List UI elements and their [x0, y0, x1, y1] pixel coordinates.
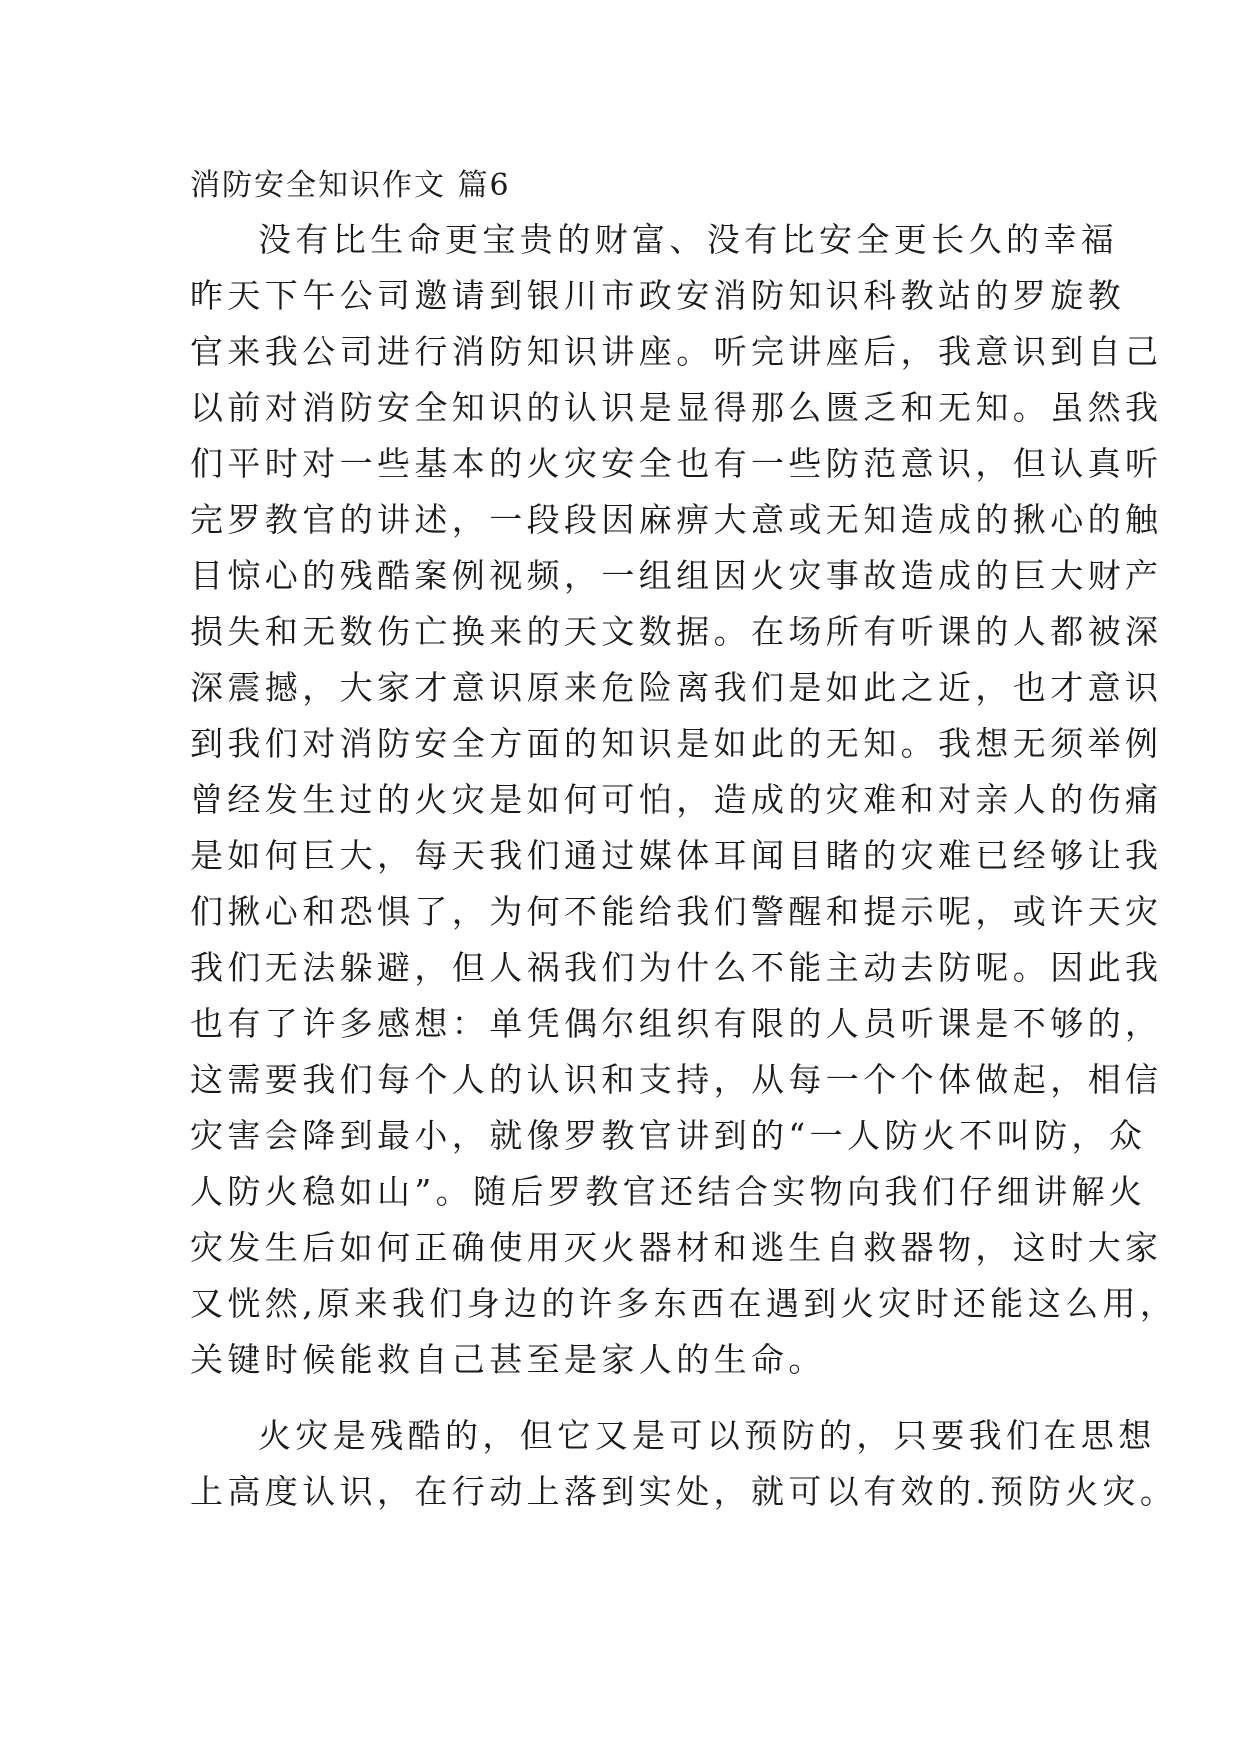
paragraph-1-line-9: 深震撼，大家才意识原来危险离我们是如此之近，也才意识 — [190, 668, 1163, 707]
paragraph-1-line-4: 以前对消防安全知识的认识是显得那么匮乏和无知。虽然我 — [190, 388, 1163, 427]
document-title: 消防安全知识作文 篇6 — [190, 168, 511, 203]
paragraph-1-line-14: 我们无法躲避，但人祸我们为什么不能主动去防呢。因此我 — [190, 948, 1163, 987]
paragraph-1-line-6: 完罗教官的讲述，一段段因麻痹大意或无知造成的揪心的触 — [190, 500, 1163, 539]
paragraph-1-line-17: 灾害会降到最小，就像罗教官讲到的“一人防火不叫防，众 — [190, 1116, 1147, 1155]
paragraph-1-line-11: 曾经发生过的火灾是如何可怕，造成的灾难和对亲人的伤痛 — [190, 780, 1163, 819]
paragraph-1-line-20: 又恍然,原来我们身边的许多东西在遇到火灾时还能这么用， — [190, 1284, 1178, 1323]
paragraph-1-line-1: 没有比生命更宝贵的财富、没有比安全更长久的幸福 — [258, 220, 1119, 259]
paragraph-1-line-8: 损失和无数伤亡换来的天文数据。在场所有听课的人都被深 — [190, 612, 1163, 651]
paragraph-1-line-12: 是如何巨大，每天我们通过媒体耳闻目睹的灾难已经够让我 — [190, 836, 1163, 875]
paragraph-1-line-3: 官来我公司进行消防知识讲座。听完讲座后，我意识到自己 — [190, 332, 1163, 371]
paragraph-1-line-7: 目惊心的残酷案例视频，一组组因火灾事故造成的巨大财产 — [190, 556, 1163, 595]
paragraph-1-line-21: 关键时候能救自己甚至是家人的生命。 — [190, 1340, 826, 1379]
paragraph-1-line-5: 们平时对一些基本的火灾安全也有一些防范意识，但认真听 — [190, 444, 1163, 483]
paragraph-1-line-10: 到我们对消防安全方面的知识是如此的无知。我想无须举例 — [190, 724, 1163, 763]
paragraph-1-line-16: 这需要我们每个人的认识和支持，从每一个个体做起，相信 — [190, 1060, 1163, 1099]
paragraph-1-line-13: 们揪心和恐惧了，为何不能给我们警醒和提示呢，或许天灾 — [190, 892, 1163, 931]
paragraph-2-line-1: 火灾是残酷的，但它又是可以预防的，只要我们在思想 — [258, 1416, 1156, 1455]
paragraph-1-line-18: 人防火稳如山”。随后罗教官还结合实物向我们仔细讲解火 — [190, 1172, 1147, 1211]
paragraph-1-line-15: 也有了许多感想：单凭偶尔组织有限的人员听课是不够的， — [190, 1004, 1163, 1043]
paragraph-1-line-19: 灾发生后如何正确使用灭火器材和逃生自救器物，这时大家 — [190, 1228, 1163, 1267]
paragraph-1-line-2: 昨天下午公司邀请到银川市政安消防知识科教站的罗旋教 — [190, 276, 1125, 315]
paragraph-2-line-2: 上高度认识，在行动上落到实处，就可以有效的.预防火灾。 — [190, 1472, 1178, 1511]
